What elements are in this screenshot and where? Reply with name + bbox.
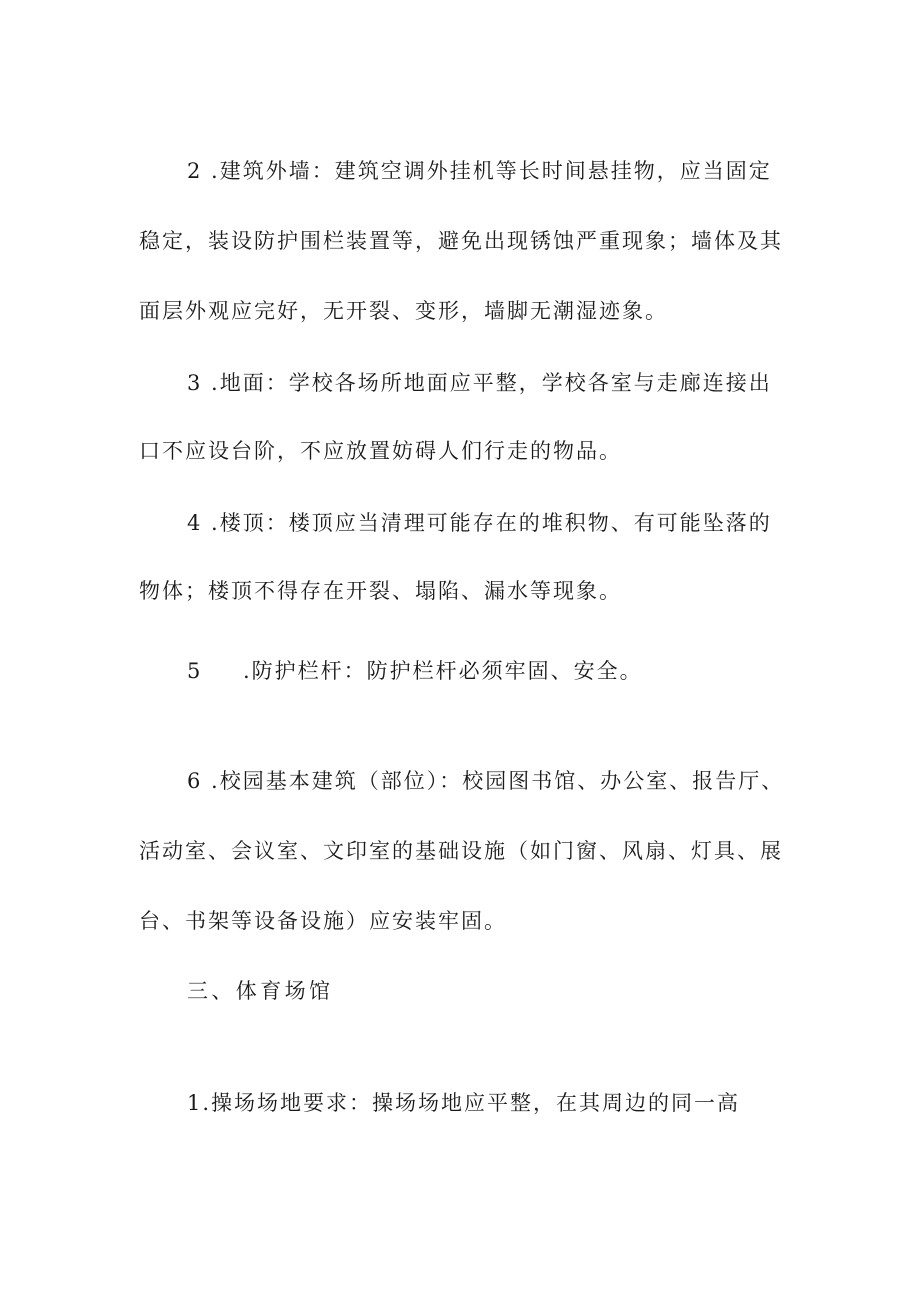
item-6-line-3: 台、书架等设备设施）应安装牢固。 <box>139 909 507 933</box>
item-2-line-1: 2 .建筑外墙：建筑空调外挂机等长时间悬挂物，应当固定 <box>187 159 772 183</box>
item-3-line-1: 3 .地面：学校各场所地面应平整，学校各室与走廊连接出 <box>187 371 772 395</box>
item-6-line-2: 活动室、会议室、文印室的基础设施（如门窗、风扇、灯具、展 <box>139 839 783 863</box>
section-3-heading: 三、体育场馆 <box>187 979 334 1003</box>
item-5-number: 5 <box>187 659 203 683</box>
item-5-text: .防护栏杆：防护栏杆必须牢固、安全。 <box>243 659 643 683</box>
item-4-line-1: 4 .楼顶：楼顶应当清理可能存在的堆积物、有可能坠落的 <box>187 511 772 535</box>
item-3-line-2: 口不应设台阶，不应放置妨碍人们行走的物品。 <box>139 439 622 463</box>
item-2-line-3: 面层外观应完好，无开裂、变形，墙脚无潮湿迹象。 <box>139 299 668 323</box>
section-3-item-1: 1.操场场地要求：操场场地应平整，在其周边的同一高 <box>187 1091 741 1115</box>
item-2-line-2: 稳定，装设防护围栏装置等，避免出现锈蚀严重现象；墙体及其 <box>139 229 783 253</box>
item-6-line-1: 6 .校园基本建筑（部位）：校园图书馆、办公室、报告厅、 <box>187 769 785 793</box>
item-4-line-2: 物体；楼顶不得存在开裂、塌陷、漏水等现象。 <box>139 579 622 603</box>
